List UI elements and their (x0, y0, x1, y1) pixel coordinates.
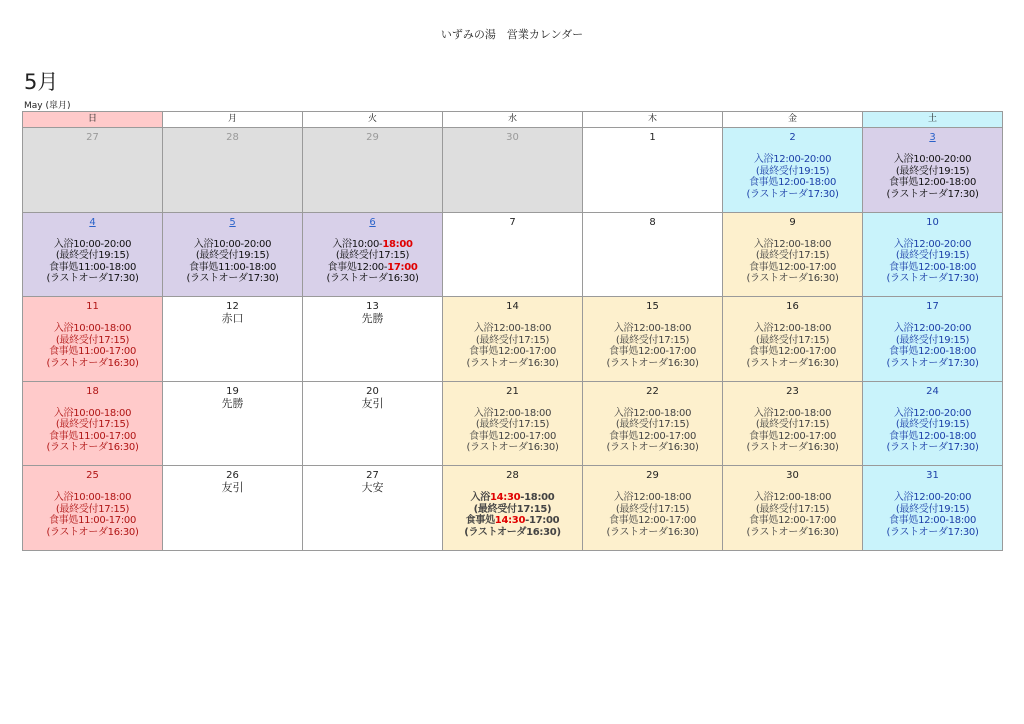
hours-line: (最終受付17:15) (755, 334, 830, 346)
hours-line: 食事処12:00-17:00 (468, 346, 557, 358)
day-number: 8 (649, 216, 656, 228)
day-number: 23 (786, 385, 799, 397)
hours-line: (最終受付17:15) (755, 250, 830, 262)
changed-time: 14:30 (489, 492, 521, 504)
calendar-day-cell (723, 466, 863, 551)
hours-info (583, 492, 722, 538)
hours-info (23, 323, 162, 369)
calendar-day-cell (443, 382, 583, 467)
hours-line: (最終受付19:15) (895, 503, 970, 515)
day-number: 27 (366, 470, 379, 482)
hours-info (723, 154, 862, 200)
day-number: 18 (86, 385, 99, 397)
hours-line: 食事処12:00-18:00 (748, 177, 837, 188)
hours-line: (ラストオーダ17:30) (886, 273, 979, 285)
hours-info (303, 239, 442, 285)
hours-info (23, 239, 162, 285)
calendar-day-cell (303, 297, 443, 382)
hours-line: 食事処12:00-18:00 (888, 430, 977, 442)
hours-line: (最終受付17:15) (335, 250, 410, 262)
day-number: 12 (226, 301, 239, 313)
hours-line: 食事処12:00-17:00 (748, 515, 837, 527)
hours-line: 食事処12:00-18:00 (888, 177, 977, 188)
hours-line: 食事処14:30-17:00 (465, 515, 560, 527)
hours-info (443, 408, 582, 454)
hours-line: (最終受付17:15) (55, 419, 130, 431)
hours-info (583, 408, 722, 454)
day-number: 24 (926, 385, 939, 397)
hours-line: 食事処11:00-17:00 (48, 430, 137, 442)
hours-line: (ラストオーダ16:30) (46, 357, 139, 369)
calendar-day-cell (583, 213, 723, 298)
day-number: 29 (646, 470, 659, 482)
calendar-day-cell (723, 213, 863, 298)
hours-info (583, 323, 722, 369)
rokuyo-label: 赤口 (221, 312, 244, 326)
hours-line: 入浴12:00-18:00 (753, 492, 832, 504)
calendar-day-cell (863, 466, 1003, 551)
day-number[interactable]: 6 (369, 216, 376, 228)
hours-line: 食事処12:00-17:00 (748, 261, 837, 273)
day-number: 22 (646, 385, 659, 397)
hours-line: 入浴10:00-18:00 (53, 492, 132, 504)
hours-info (23, 408, 162, 454)
calendar-day-cell (443, 128, 583, 213)
calendar-day-cell (23, 213, 163, 298)
day-number: 16 (786, 301, 799, 313)
hours-line: (ラストオーダ16:30) (466, 442, 559, 454)
calendar-day-cell (23, 297, 163, 382)
rokuyo-label: 友引 (361, 396, 384, 410)
calendar-day-cell (863, 128, 1003, 213)
hours-line: 食事処12:00-17:00 (608, 346, 697, 358)
day-number: 31 (926, 470, 939, 482)
calendar-day-cell (583, 466, 723, 551)
day-number: 30 (786, 470, 799, 482)
calendar-day-cell (443, 213, 583, 298)
day-number: 28 (226, 132, 239, 143)
hours-line: 入浴12:00-18:00 (753, 238, 832, 250)
hours-info (723, 492, 862, 538)
hours-line: (最終受付19:15) (55, 250, 130, 262)
hours-line: 入浴12:00-20:00 (893, 323, 972, 335)
rokuyo-label: 大安 (361, 481, 384, 495)
calendar-grid (22, 111, 1003, 551)
hours-line: (ラストオーダ17:30) (746, 188, 839, 200)
calendar-day-cell (303, 213, 443, 298)
calendar-day-cell (723, 128, 863, 213)
calendar-day-cell (23, 128, 163, 213)
hours-line: (最終受付17:15) (475, 334, 550, 346)
hours-line: (最終受付19:15) (195, 250, 270, 262)
hours-line: 入浴10:00-20:00 (53, 238, 132, 250)
weekday-header-mon: 月 (163, 112, 303, 128)
hours-line: (ラストオーダ17:30) (886, 357, 979, 369)
hours-line: (ラストオーダ16:30) (466, 357, 559, 369)
hours-line: (最終受付17:15) (615, 503, 690, 515)
day-number: 17 (926, 301, 939, 313)
hours-line: (最終受付17:15) (473, 503, 552, 515)
hours-line: 食事処11:00-18:00 (188, 261, 277, 273)
hours-info (863, 239, 1002, 285)
weekday-header-thu: 木 (583, 112, 723, 128)
calendar-day-cell (583, 128, 723, 213)
changed-time: 17:00 (387, 261, 418, 273)
calendar-day-cell (863, 297, 1003, 382)
calendar-day-cell (723, 382, 863, 467)
calendar-day-cell (303, 466, 443, 551)
hours-info (723, 323, 862, 369)
hours-line: 入浴10:00-18:00 (53, 407, 132, 419)
hours-line: (ラストオーダ16:30) (606, 357, 699, 369)
hours-line: (ラストオーダ17:30) (886, 188, 979, 200)
day-number: 9 (789, 216, 796, 228)
day-number: 26 (226, 470, 239, 482)
hours-line: 入浴12:00-20:00 (893, 492, 972, 504)
hours-line: 入浴14:30-18:00 (470, 492, 555, 504)
hours-line: 食事処12:00-18:00 (888, 346, 977, 358)
hours-line: 入浴10:00-20:00 (893, 154, 972, 165)
hours-line: 食事処11:00-18:00 (48, 261, 137, 273)
weekday-header-sun: 日 (23, 112, 163, 128)
calendar-day-cell (23, 466, 163, 551)
weekday-header-tue: 火 (303, 112, 443, 128)
calendar-day-cell (583, 382, 723, 467)
calendar-day-cell (163, 213, 303, 298)
hours-line: 食事処12:00-17:00 (327, 261, 418, 273)
hours-line: (最終受付19:15) (755, 165, 830, 177)
day-number: 27 (86, 132, 99, 143)
hours-line: (ラストオーダ16:30) (746, 442, 839, 454)
hours-line: (ラストオーダ16:30) (746, 357, 839, 369)
hours-line: 入浴12:00-18:00 (473, 323, 552, 335)
hours-line: (最終受付17:15) (55, 503, 130, 515)
hours-line: 入浴12:00-20:00 (893, 238, 972, 250)
hours-line: 食事処12:00-17:00 (608, 430, 697, 442)
day-number: 13 (366, 301, 379, 313)
calendar-day-cell (163, 128, 303, 213)
hours-line: 食事処11:00-17:00 (48, 346, 137, 358)
hours-line: (ラストオーダ16:30) (746, 526, 839, 538)
hours-line: (ラストオーダ16:30) (464, 526, 561, 538)
day-number: 21 (506, 385, 519, 397)
day-number[interactable]: 3 (929, 132, 936, 143)
hours-line: 入浴12:00-18:00 (613, 407, 692, 419)
calendar-day-cell (863, 382, 1003, 467)
rokuyo-label: 先勝 (361, 312, 384, 326)
hours-info (863, 408, 1002, 454)
calendar-day-cell (163, 297, 303, 382)
hours-info (863, 492, 1002, 538)
hours-line: 食事処11:00-17:00 (48, 515, 137, 527)
hours-info (23, 492, 162, 538)
hours-line: 食事処12:00-18:00 (888, 261, 977, 273)
calendar-day-cell (443, 466, 583, 551)
rokuyo-label: 友引 (221, 481, 244, 495)
hours-info (723, 408, 862, 454)
calendar-day-cell (303, 128, 443, 213)
month-subtitle: May (皐月) (24, 101, 71, 111)
hours-line: 入浴10:00-18:00 (53, 323, 132, 335)
day-number: 30 (506, 132, 519, 143)
page-title: いずみの湯 営業カレンダー (440, 28, 584, 41)
rokuyo-label: 先勝 (221, 396, 244, 410)
weekday-header-wed: 水 (443, 112, 583, 128)
hours-line: (最終受付17:15) (755, 419, 830, 431)
hours-line: (最終受付19:15) (895, 419, 970, 431)
calendar-day-cell (723, 297, 863, 382)
day-number: 1 (649, 132, 656, 143)
day-number: 7 (509, 216, 516, 228)
hours-line: (最終受付19:15) (895, 165, 970, 177)
calendar-day-cell (23, 382, 163, 467)
day-number: 28 (506, 470, 519, 482)
hours-line: 食事処12:00-18:00 (888, 515, 977, 527)
day-number: 20 (366, 385, 379, 397)
changed-time: 18:00 (382, 238, 413, 250)
hours-line: (ラストオーダ17:30) (886, 526, 979, 538)
hours-line: 食事処12:00-17:00 (748, 346, 837, 358)
calendar-day-cell (303, 382, 443, 467)
weekday-header-fri: 金 (723, 112, 863, 128)
hours-line: (ラストオーダ16:30) (46, 442, 139, 454)
hours-line: (最終受付17:15) (755, 503, 830, 515)
day-number[interactable]: 5 (229, 216, 236, 228)
hours-line: (最終受付19:15) (895, 250, 970, 262)
calendar-day-cell (443, 297, 583, 382)
hours-line: (ラストオーダ17:30) (186, 273, 279, 285)
hours-info (863, 154, 1002, 200)
hours-line: 入浴12:00-18:00 (753, 407, 832, 419)
day-number: 2 (789, 132, 796, 143)
hours-line: 入浴12:00-18:00 (473, 407, 552, 419)
hours-line: 入浴12:00-18:00 (613, 323, 692, 335)
hours-line: 食事処12:00-17:00 (748, 430, 837, 442)
weekday-header-sat: 土 (863, 112, 1003, 128)
hours-line: (ラストオーダ16:30) (746, 273, 839, 285)
hours-line: (ラストオーダ17:30) (46, 273, 139, 285)
hours-info (443, 323, 582, 369)
hours-line: (最終受付17:15) (615, 419, 690, 431)
calendar-day-cell (163, 466, 303, 551)
hours-line: (最終受付19:15) (895, 334, 970, 346)
month-heading: 5月 (24, 70, 59, 94)
hours-line: (最終受付17:15) (475, 419, 550, 431)
hours-line: (ラストオーダ16:30) (606, 526, 699, 538)
hours-line: 食事処12:00-17:00 (468, 430, 557, 442)
day-number: 25 (86, 470, 99, 482)
day-number: 10 (926, 216, 939, 228)
hours-line: 入浴10:00-18:00 (332, 238, 413, 250)
hours-line: 食事処12:00-17:00 (608, 515, 697, 527)
hours-info (863, 323, 1002, 369)
day-number[interactable]: 4 (89, 216, 96, 228)
hours-line: 入浴12:00-18:00 (753, 323, 832, 335)
calendar-day-cell (583, 297, 723, 382)
hours-line: 入浴12:00-20:00 (893, 407, 972, 419)
day-number: 29 (366, 132, 379, 143)
day-number: 15 (646, 301, 659, 313)
changed-time: 14:30 (494, 515, 526, 527)
hours-info (163, 239, 302, 285)
hours-line: 入浴12:00-20:00 (753, 154, 832, 165)
hours-line: (ラストオーダ17:30) (886, 442, 979, 454)
hours-info (443, 492, 582, 538)
hours-line: (ラストオーダ16:30) (46, 526, 139, 538)
hours-line: 入浴12:00-18:00 (613, 492, 692, 504)
hours-line: (最終受付17:15) (615, 334, 690, 346)
day-number: 11 (86, 301, 99, 313)
calendar-day-cell (863, 213, 1003, 298)
hours-info (723, 239, 862, 285)
day-number: 19 (226, 385, 239, 397)
calendar-day-cell (163, 382, 303, 467)
hours-line: 入浴10:00-20:00 (193, 238, 272, 250)
hours-line: (ラストオーダ16:30) (606, 442, 699, 454)
hours-line: (最終受付17:15) (55, 334, 130, 346)
hours-line: (ラストオーダ16:30) (326, 273, 419, 285)
day-number: 14 (506, 301, 519, 313)
